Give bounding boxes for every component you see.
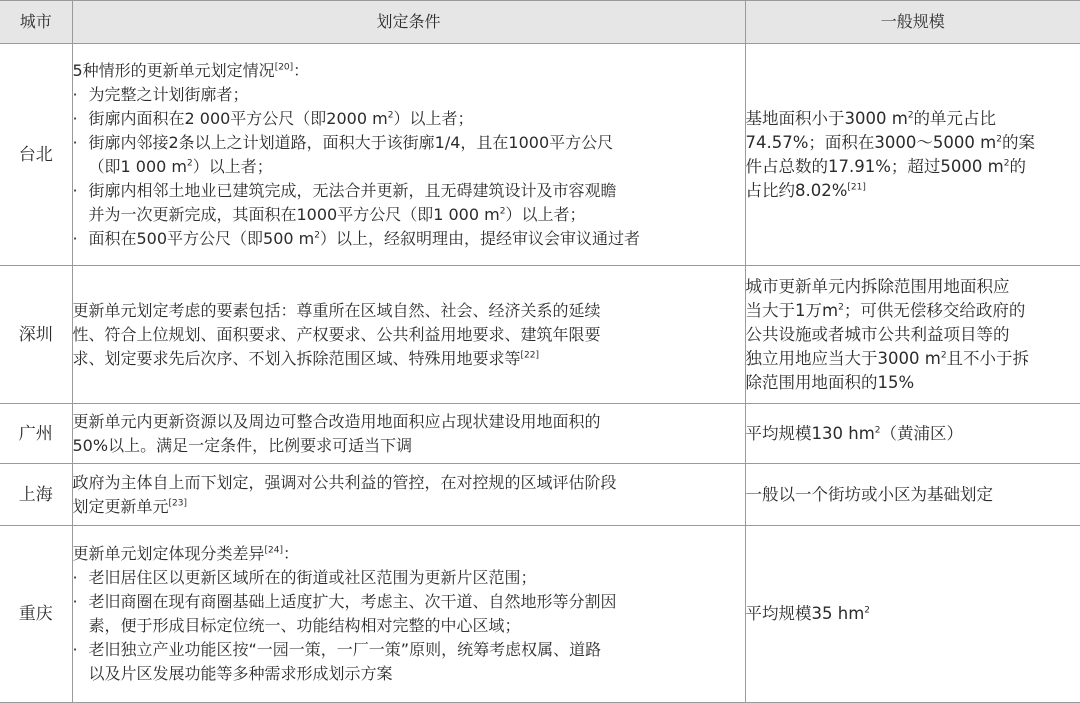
- header-scale: 一般规模: [745, 1, 1080, 44]
- list-item: · 为完整之计划街廓者；: [73, 83, 745, 107]
- conditions-cell: 政府为主体自上而下划定，强调对公共利益的管控，在对控规的区域评估阶段 划定更新单元[23]: [72, 464, 745, 526]
- conditions-cell: 更新单元内更新资源以及周边可整合改造用地面积应占现状建设用地面积的 50%以上。满足一定条件，比例要求可适当下调: [72, 404, 745, 464]
- table-header-row: [0, 1, 1080, 44]
- city-cell: 广州: [0, 404, 72, 464]
- table-row-chongqing: [0, 526, 1080, 703]
- bullet-icon: ·: [72, 592, 78, 611]
- citation-ref: [20]: [274, 62, 294, 73]
- list-item: · 老旧商圈在现有商圈基础上适度扩大，考虑主、次干道、自然地形等分割因 素，便于形成目标定位统一、功能结构相对完整的中心区域；: [72, 592, 617, 635]
- citation-ref: [21]: [847, 182, 866, 192]
- list-item: · 老旧居住区以更新区域所在的街道或社区范围为更新片区范围；: [73, 566, 745, 590]
- bullet-icon: ·: [72, 132, 78, 152]
- citation-ref: [23]: [168, 498, 187, 509]
- scale-cell: 平均规模35 $hm^2$: [745, 526, 1080, 703]
- list-item: · 街廓内面积在2 000平方公尺（即2000 $m^2$）以上者；: [73, 107, 745, 131]
- bullet-icon: ·: [72, 108, 78, 128]
- conditions-cell: 更新单元划定考虑的要素包括：尊重所在区域自然、社会、经济关系的延续 性、符合上位规划、面积要求、产权要求、公共利益用地要求、建筑年限要 求、划定要求先后次序、不划入拆除范围区域、特殊用地要求等[22]: [72, 266, 745, 404]
- bullet-icon: ·: [72, 568, 78, 587]
- city-cell: 深圳: [0, 266, 72, 404]
- citation-ref: [22]: [520, 350, 539, 361]
- table-row-shanghai: [0, 464, 1080, 526]
- scale-cell: 城市更新单元内拆除范围用地面积应 当大于1万$m^2$；可供无偿移交给政府的 公共设施或者城市公共利益项目等的 独立用地应当大于3000 $m^2$且不小于拆 除范围用地面积的15%: [745, 266, 1080, 404]
- header-city: 城市: [0, 1, 72, 44]
- table-row-shenzhen: [0, 266, 1080, 404]
- bullet-icon: ·: [72, 640, 78, 659]
- conditions-intro: 更新单元划定体现分类差异[24]：: [72, 544, 300, 563]
- city-cell: 上海: [0, 464, 72, 526]
- table-row-taipei: [0, 44, 1080, 266]
- citation-ref: [24]: [264, 545, 283, 556]
- header-conditions: 划定条件: [72, 1, 745, 44]
- list-item: · 面积在500平方公尺（即500 $m^2$）以上，经叙明理由，提经审议会审议通过者: [73, 227, 745, 251]
- scale-cell: 一般以一个街坊或小区为基础划定: [745, 464, 1080, 526]
- conditions-cell: [72, 526, 745, 703]
- conditions-cell: [72, 44, 745, 266]
- city-cell: 重庆: [0, 526, 72, 703]
- conditions-intro: 5种情形的更新单元划定情况[20]：: [72, 60, 310, 80]
- list-item: · 老旧独立产业功能区按“一园一策，一厂一策”原则，统筹考虑权属、道路 以及片区发展功能等多种需求形成划示方案: [72, 640, 602, 683]
- scale-cell: 基地面积小于3000 $m^2$的单元占比 74.57%；面积在3000～5000 $m^2$的案 件占总数的17.91%；超过5000 $m^2$的 占比约8.02%[21]: [745, 44, 1080, 266]
- bullet-icon: ·: [72, 84, 78, 104]
- table-row-guangzhou: [0, 404, 1080, 464]
- scale-cell: 平均规模130 $hm^2$（黄浦区）: [745, 404, 1080, 464]
- bullet-icon: ·: [72, 180, 78, 200]
- list-item: · 街廓内邻接2条以上之计划道路，面积大于该街廓1/4，且在1000平方公尺 （即1 000 $m^2$）以上者；: [72, 132, 614, 176]
- city-cell: 台北: [0, 44, 72, 266]
- list-item: · 街廓内相邻土地业已建筑完成，无法合并更新，且无碍建筑设计及市容观瞻 并为一次更新完成，其面积在1000平方公尺（即1 000 $m^2$）以上者；: [72, 180, 617, 224]
- bullet-icon: ·: [72, 228, 78, 248]
